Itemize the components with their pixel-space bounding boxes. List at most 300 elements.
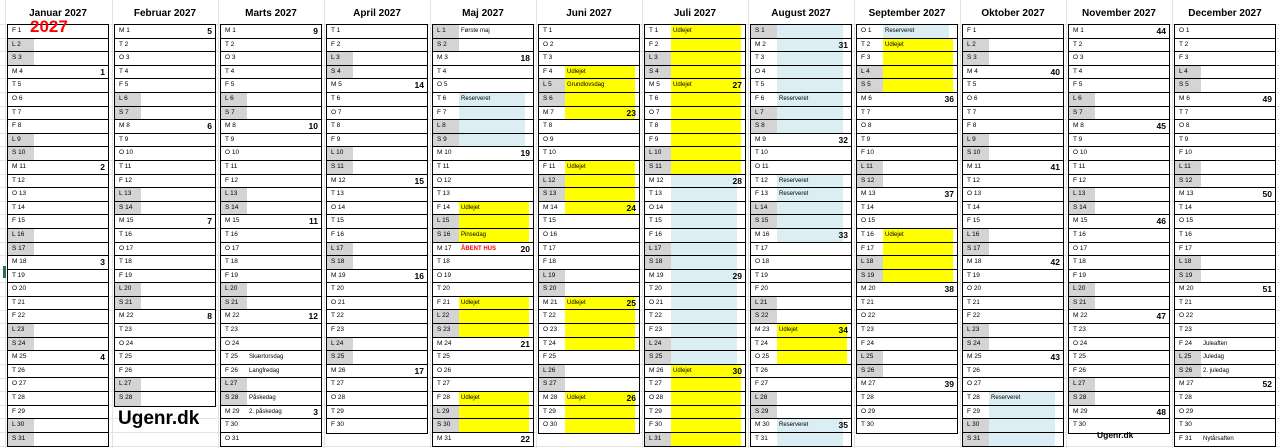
day-row[interactable] <box>8 52 108 66</box>
day-event[interactable]: ÅBENT HUS <box>461 245 497 252</box>
day-event[interactable]: Udlejet <box>565 66 635 79</box>
day-row[interactable] <box>221 297 321 311</box>
day-event[interactable]: Udlejet <box>671 25 741 38</box>
day-event[interactable] <box>459 215 529 228</box>
day-event[interactable] <box>777 229 843 242</box>
day-row[interactable] <box>8 93 108 107</box>
day-row[interactable] <box>963 419 1063 433</box>
day-event[interactable] <box>777 66 843 79</box>
day-row[interactable] <box>751 243 851 257</box>
day-row[interactable] <box>539 324 639 338</box>
day-row[interactable] <box>963 378 1063 392</box>
day-row[interactable] <box>433 229 533 243</box>
day-row[interactable] <box>857 215 957 229</box>
day-event[interactable]: Påskedag <box>249 395 276 402</box>
day-row[interactable] <box>963 365 1063 379</box>
day-row[interactable] <box>327 365 427 379</box>
day-row[interactable] <box>963 39 1063 53</box>
day-row[interactable] <box>751 188 851 202</box>
day-row[interactable] <box>539 134 639 148</box>
day-event[interactable] <box>459 310 529 323</box>
day-row[interactable] <box>645 79 745 93</box>
day-event[interactable] <box>565 310 635 323</box>
day-row[interactable] <box>221 229 321 243</box>
day-event[interactable] <box>883 243 953 256</box>
day-row[interactable] <box>221 202 321 216</box>
day-row[interactable] <box>327 202 427 216</box>
day-row[interactable] <box>963 310 1063 324</box>
day-row[interactable] <box>327 188 427 202</box>
day-event[interactable] <box>671 134 741 147</box>
day-row[interactable] <box>751 256 851 270</box>
day-row[interactable] <box>1069 215 1169 229</box>
day-row[interactable] <box>963 93 1063 107</box>
day-row[interactable] <box>539 161 639 175</box>
day-row[interactable] <box>221 79 321 93</box>
day-row[interactable] <box>433 256 533 270</box>
day-row[interactable] <box>221 39 321 53</box>
day-row[interactable] <box>1069 107 1169 121</box>
day-row[interactable] <box>115 297 215 311</box>
day-row[interactable] <box>857 39 957 53</box>
day-row[interactable] <box>327 310 427 324</box>
day-row[interactable] <box>433 25 533 39</box>
day-row[interactable] <box>433 79 533 93</box>
day-row[interactable] <box>1175 25 1275 39</box>
day-row[interactable] <box>963 147 1063 161</box>
day-event[interactable]: Udlejet <box>565 297 635 310</box>
day-row[interactable] <box>8 297 108 311</box>
day-row[interactable] <box>539 297 639 311</box>
day-event[interactable] <box>459 419 529 432</box>
day-row[interactable] <box>221 147 321 161</box>
day-row[interactable] <box>1069 175 1169 189</box>
day-event[interactable] <box>459 134 525 147</box>
day-row[interactable] <box>8 215 108 229</box>
day-row[interactable] <box>645 107 745 121</box>
day-event[interactable]: 2. påskedag <box>249 408 282 415</box>
day-row[interactable] <box>751 120 851 134</box>
day-event[interactable] <box>565 188 635 201</box>
day-row[interactable] <box>1175 310 1275 324</box>
day-row[interactable] <box>8 270 108 284</box>
day-row[interactable] <box>963 215 1063 229</box>
day-row[interactable] <box>539 215 639 229</box>
day-row[interactable] <box>433 161 533 175</box>
day-row[interactable] <box>115 270 215 284</box>
day-row[interactable] <box>751 351 851 365</box>
day-row[interactable] <box>115 215 215 229</box>
day-event[interactable] <box>671 256 737 269</box>
day-event[interactable] <box>671 120 741 133</box>
day-row[interactable] <box>1069 134 1169 148</box>
day-row[interactable] <box>1175 202 1275 216</box>
day-row[interactable] <box>963 188 1063 202</box>
day-row[interactable] <box>433 202 533 216</box>
day-row[interactable] <box>221 175 321 189</box>
day-row[interactable] <box>221 351 321 365</box>
day-row[interactable] <box>1069 338 1169 352</box>
day-row[interactable] <box>8 419 108 433</box>
day-row[interactable] <box>751 297 851 311</box>
day-event[interactable] <box>777 120 843 133</box>
day-row[interactable] <box>1175 120 1275 134</box>
day-row[interactable] <box>327 25 427 39</box>
day-event[interactable] <box>565 93 635 106</box>
day-row[interactable] <box>1069 147 1169 161</box>
day-row[interactable] <box>963 107 1063 121</box>
day-row[interactable] <box>1175 93 1275 107</box>
day-row[interactable] <box>645 66 745 80</box>
day-row[interactable] <box>1175 392 1275 406</box>
day-row[interactable] <box>1069 39 1169 53</box>
day-row[interactable] <box>115 147 215 161</box>
day-row[interactable] <box>857 283 957 297</box>
day-row[interactable] <box>115 120 215 134</box>
day-row[interactable] <box>433 392 533 406</box>
day-row[interactable] <box>1175 297 1275 311</box>
day-event[interactable] <box>777 351 847 364</box>
day-row[interactable] <box>433 297 533 311</box>
day-row[interactable] <box>645 243 745 257</box>
day-row[interactable] <box>1175 256 1275 270</box>
day-event[interactable]: Reserveret <box>777 93 843 106</box>
day-row[interactable] <box>751 52 851 66</box>
day-event[interactable] <box>989 419 1055 432</box>
day-row[interactable] <box>115 283 215 297</box>
day-row[interactable] <box>433 406 533 420</box>
day-row[interactable] <box>433 66 533 80</box>
day-event[interactable]: Udlejet <box>777 324 847 337</box>
day-row[interactable] <box>221 378 321 392</box>
day-row[interactable] <box>221 270 321 284</box>
day-row[interactable] <box>751 79 851 93</box>
day-row[interactable] <box>8 147 108 161</box>
day-event[interactable] <box>671 297 737 310</box>
day-event[interactable]: Reserveret <box>459 93 525 106</box>
day-row[interactable] <box>963 175 1063 189</box>
day-event[interactable] <box>671 378 741 391</box>
day-event[interactable] <box>671 433 741 447</box>
day-event[interactable]: Reserveret <box>989 392 1055 405</box>
day-row[interactable] <box>1069 283 1169 297</box>
day-row[interactable] <box>751 161 851 175</box>
day-row[interactable] <box>1069 351 1169 365</box>
day-row[interactable] <box>433 243 533 257</box>
day-row[interactable] <box>115 161 215 175</box>
day-event[interactable]: Juleaften <box>1203 340 1228 347</box>
day-event[interactable] <box>989 406 1055 419</box>
day-row[interactable] <box>1175 79 1275 93</box>
day-row[interactable] <box>539 107 639 121</box>
day-row[interactable] <box>8 392 108 406</box>
day-row[interactable] <box>1175 406 1275 420</box>
day-event[interactable]: Nytårsaften <box>1203 435 1234 442</box>
day-event[interactable] <box>777 433 843 447</box>
day-row[interactable] <box>539 310 639 324</box>
day-row[interactable] <box>221 25 321 39</box>
day-row[interactable] <box>1069 365 1169 379</box>
day-row[interactable] <box>433 134 533 148</box>
day-row[interactable] <box>327 52 427 66</box>
day-row[interactable] <box>115 39 215 53</box>
day-row[interactable] <box>221 52 321 66</box>
day-row[interactable] <box>8 351 108 365</box>
day-row[interactable] <box>645 202 745 216</box>
day-row[interactable] <box>857 79 957 93</box>
day-row[interactable] <box>539 392 639 406</box>
day-event[interactable] <box>671 161 741 174</box>
day-row[interactable] <box>963 243 1063 257</box>
day-event[interactable] <box>777 202 843 215</box>
day-row[interactable] <box>963 229 1063 243</box>
day-event[interactable] <box>459 406 529 419</box>
day-row[interactable] <box>645 175 745 189</box>
day-event[interactable]: Udlejet <box>671 365 741 378</box>
day-row[interactable] <box>1175 175 1275 189</box>
day-row[interactable] <box>115 66 215 80</box>
day-row[interactable] <box>645 297 745 311</box>
day-row[interactable] <box>857 161 957 175</box>
day-row[interactable] <box>645 351 745 365</box>
day-row[interactable] <box>327 120 427 134</box>
day-row[interactable] <box>1069 93 1169 107</box>
day-row[interactable] <box>221 283 321 297</box>
day-row[interactable] <box>433 93 533 107</box>
day-row[interactable] <box>645 161 745 175</box>
day-row[interactable] <box>645 93 745 107</box>
day-row[interactable] <box>751 66 851 80</box>
day-row[interactable] <box>327 256 427 270</box>
day-row[interactable] <box>857 243 957 257</box>
day-event[interactable] <box>565 202 635 215</box>
day-row[interactable] <box>751 107 851 121</box>
day-row[interactable] <box>221 120 321 134</box>
day-row[interactable] <box>1175 215 1275 229</box>
day-row[interactable] <box>433 270 533 284</box>
day-event[interactable] <box>777 107 843 120</box>
day-row[interactable] <box>115 378 215 392</box>
day-row[interactable] <box>1069 52 1169 66</box>
day-row[interactable] <box>539 365 639 379</box>
day-row[interactable] <box>1175 243 1275 257</box>
day-row[interactable] <box>115 324 215 338</box>
day-row[interactable] <box>115 52 215 66</box>
day-row[interactable] <box>8 338 108 352</box>
day-row[interactable] <box>115 229 215 243</box>
day-row[interactable] <box>751 202 851 216</box>
day-row[interactable] <box>751 310 851 324</box>
day-row[interactable] <box>539 147 639 161</box>
day-event[interactable]: Udlejet <box>565 161 635 174</box>
day-event[interactable]: Reserveret <box>777 188 843 201</box>
day-row[interactable] <box>963 202 1063 216</box>
day-row[interactable] <box>8 134 108 148</box>
day-row[interactable] <box>327 229 427 243</box>
day-row[interactable] <box>433 324 533 338</box>
day-row[interactable] <box>8 310 108 324</box>
day-row[interactable] <box>8 324 108 338</box>
day-row[interactable] <box>645 188 745 202</box>
day-row[interactable] <box>751 175 851 189</box>
day-row[interactable] <box>8 39 108 53</box>
day-event[interactable] <box>671 243 737 256</box>
day-row[interactable] <box>751 229 851 243</box>
day-row[interactable] <box>1175 365 1275 379</box>
day-row[interactable] <box>751 324 851 338</box>
day-event[interactable] <box>565 107 635 120</box>
day-row[interactable] <box>963 66 1063 80</box>
day-row[interactable] <box>539 406 639 420</box>
day-row[interactable] <box>8 188 108 202</box>
day-row[interactable] <box>8 161 108 175</box>
day-row[interactable] <box>433 188 533 202</box>
day-row[interactable] <box>963 270 1063 284</box>
day-row[interactable] <box>963 120 1063 134</box>
day-event[interactable] <box>883 66 953 79</box>
day-event[interactable] <box>671 406 741 419</box>
day-row[interactable] <box>963 161 1063 175</box>
day-row[interactable] <box>857 310 957 324</box>
day-event[interactable] <box>671 39 741 52</box>
day-row[interactable] <box>857 134 957 148</box>
day-row[interactable] <box>327 215 427 229</box>
day-row[interactable] <box>327 392 427 406</box>
day-row[interactable] <box>1175 229 1275 243</box>
day-row[interactable] <box>115 243 215 257</box>
day-row[interactable] <box>963 25 1063 39</box>
day-row[interactable] <box>115 256 215 270</box>
day-event[interactable] <box>777 39 843 52</box>
day-event[interactable]: Udlejet <box>883 39 953 52</box>
day-row[interactable] <box>645 25 745 39</box>
day-row[interactable] <box>221 338 321 352</box>
day-row[interactable] <box>8 120 108 134</box>
day-row[interactable] <box>433 419 533 433</box>
day-row[interactable] <box>539 188 639 202</box>
day-row[interactable] <box>751 392 851 406</box>
day-row[interactable] <box>857 338 957 352</box>
day-row[interactable] <box>963 392 1063 406</box>
day-row[interactable] <box>8 175 108 189</box>
day-row[interactable] <box>433 120 533 134</box>
day-row[interactable] <box>221 93 321 107</box>
day-row[interactable] <box>221 365 321 379</box>
day-row[interactable] <box>8 283 108 297</box>
day-row[interactable] <box>115 79 215 93</box>
day-event[interactable] <box>565 406 635 419</box>
day-row[interactable] <box>963 297 1063 311</box>
day-row[interactable] <box>539 256 639 270</box>
day-row[interactable] <box>115 351 215 365</box>
day-event[interactable]: Reserveret <box>777 175 843 188</box>
day-event[interactable] <box>671 215 737 228</box>
day-row[interactable] <box>539 229 639 243</box>
day-row[interactable] <box>1069 202 1169 216</box>
day-row[interactable] <box>327 297 427 311</box>
day-row[interactable] <box>1069 188 1169 202</box>
day-row[interactable] <box>8 406 108 420</box>
day-row[interactable] <box>963 283 1063 297</box>
day-event[interactable]: Juledag <box>1203 354 1225 361</box>
day-event[interactable]: Udlejet <box>565 392 635 405</box>
day-event[interactable] <box>565 338 635 351</box>
day-event[interactable] <box>671 66 741 79</box>
day-event[interactable]: Udlejet <box>459 202 529 215</box>
day-row[interactable] <box>327 79 427 93</box>
day-event[interactable] <box>671 175 737 188</box>
day-row[interactable] <box>1175 66 1275 80</box>
day-row[interactable] <box>1175 134 1275 148</box>
day-event[interactable]: Grundlovsdag <box>565 79 635 92</box>
day-row[interactable] <box>433 147 533 161</box>
day-event[interactable] <box>565 324 635 337</box>
day-event[interactable] <box>671 229 737 242</box>
day-event[interactable] <box>459 324 529 337</box>
day-row[interactable] <box>645 365 745 379</box>
day-row[interactable] <box>963 406 1063 420</box>
day-event[interactable] <box>671 419 741 432</box>
day-row[interactable] <box>857 297 957 311</box>
day-row[interactable] <box>1175 270 1275 284</box>
day-row[interactable] <box>857 378 957 392</box>
day-row[interactable] <box>539 175 639 189</box>
day-row[interactable] <box>115 392 215 406</box>
day-row[interactable] <box>221 66 321 80</box>
day-row[interactable] <box>1175 147 1275 161</box>
day-row[interactable] <box>1175 324 1275 338</box>
day-row[interactable] <box>857 256 957 270</box>
day-row[interactable] <box>1069 79 1169 93</box>
day-row[interactable] <box>1069 324 1169 338</box>
day-row[interactable] <box>857 229 957 243</box>
day-row[interactable] <box>751 419 851 433</box>
day-row[interactable] <box>115 134 215 148</box>
day-row[interactable] <box>327 419 427 433</box>
day-row[interactable] <box>221 188 321 202</box>
day-row[interactable] <box>539 202 639 216</box>
day-row[interactable] <box>539 243 639 257</box>
day-row[interactable] <box>963 256 1063 270</box>
day-row[interactable] <box>221 215 321 229</box>
day-row[interactable] <box>963 338 1063 352</box>
day-row[interactable] <box>433 338 533 352</box>
day-row[interactable] <box>1069 310 1169 324</box>
day-row[interactable] <box>327 378 427 392</box>
day-row[interactable] <box>1069 256 1169 270</box>
day-row[interactable] <box>327 175 427 189</box>
day-event[interactable] <box>671 147 741 160</box>
day-event[interactable] <box>883 52 953 65</box>
day-row[interactable] <box>1175 433 1275 447</box>
day-row[interactable] <box>539 66 639 80</box>
day-row[interactable] <box>327 93 427 107</box>
day-event[interactable] <box>459 120 525 133</box>
day-row[interactable] <box>857 107 957 121</box>
day-row[interactable] <box>8 243 108 257</box>
day-row[interactable] <box>115 202 215 216</box>
day-event[interactable] <box>671 283 737 296</box>
day-row[interactable] <box>539 93 639 107</box>
day-row[interactable] <box>857 52 957 66</box>
day-row[interactable] <box>539 39 639 53</box>
day-row[interactable] <box>1069 270 1169 284</box>
day-row[interactable] <box>857 324 957 338</box>
day-row[interactable] <box>1175 188 1275 202</box>
day-row[interactable] <box>857 188 957 202</box>
day-row[interactable] <box>539 283 639 297</box>
day-row[interactable] <box>327 161 427 175</box>
